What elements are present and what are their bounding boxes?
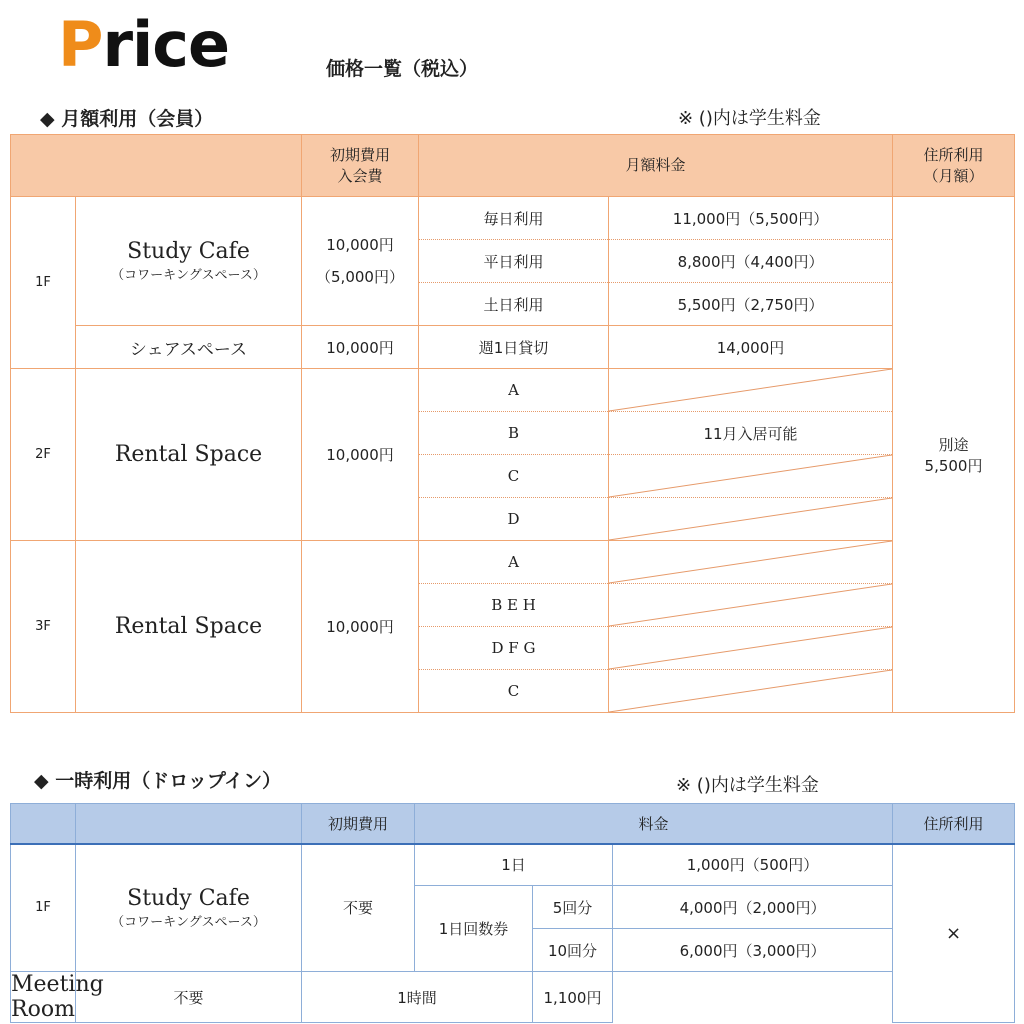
study-cafe-initial: 10,000円 （5,000円）: [302, 197, 419, 326]
share-space-plan: 週1日貸切: [419, 326, 609, 369]
floor-label-3f: 3F: [11, 541, 76, 713]
study-cafe-cell: [76, 844, 302, 972]
plan-label: 土日利用: [419, 283, 609, 326]
address-use-value: ×: [893, 844, 1015, 1023]
header-blank: [76, 804, 302, 844]
dropin-price-table: [10, 803, 1015, 1023]
diagonal-slash: [609, 670, 892, 712]
room-label: A: [419, 369, 609, 412]
header-blank: [11, 135, 302, 197]
table-row: [11, 197, 1015, 240]
rental-space-3f-name: Rental Space: [76, 541, 302, 713]
table-header-row: [11, 135, 1015, 197]
diagonal-slash: [609, 584, 892, 626]
share-space-name: シェアスペース: [76, 326, 302, 369]
diagonal-slash: [609, 627, 892, 669]
room-label: B: [419, 412, 609, 455]
day-pass-price: 1,000円（500円）: [613, 844, 893, 886]
dropin-student-note: ※ ()内は学生料金: [676, 775, 819, 796]
plan-label: 平日利用: [419, 240, 609, 283]
rental-space-3f-initial: 10,000円: [302, 541, 419, 713]
room-availability: 11月入居可能: [609, 412, 893, 455]
price-logo: Price: [58, 8, 230, 81]
header-address-use: 住所利用: [893, 804, 1015, 844]
monthly-section-title: ◆ 月額利用（会員）: [40, 108, 214, 130]
ticket-option-label: 5回分: [533, 886, 613, 929]
study-cafe-cell: [76, 197, 302, 326]
room-label: B E H: [419, 584, 609, 627]
page-subtitle: 価格一覧（税込）: [326, 58, 479, 80]
room-label: A: [419, 541, 609, 584]
plan-price: 5,500円（2,750円）: [609, 283, 893, 326]
header-monthly-fee: 月額料金: [419, 135, 893, 197]
table-row: [11, 972, 1015, 1023]
monthly-price-table: [10, 134, 1015, 713]
room-price-empty: [609, 455, 893, 498]
header-address-use: 住所利用 （月額）: [893, 135, 1015, 197]
header-blank: [11, 804, 76, 844]
floor-label-1f: 1F: [11, 197, 76, 369]
study-cafe-name: Study Cafe: [127, 239, 250, 264]
header-initial-fee: 初期費用: [302, 804, 415, 844]
room-price-empty: [609, 627, 893, 670]
ticket-option-label: 10回分: [533, 929, 613, 972]
plan-price: 8,800円（4,400円）: [609, 240, 893, 283]
rental-space-2f-name: Rental Space: [76, 369, 302, 541]
room-price-empty: [609, 584, 893, 627]
room-label: C: [419, 670, 609, 713]
header-fee: 料金: [415, 804, 893, 844]
table-row: [11, 541, 1015, 584]
floor-label-1f: 1F: [11, 844, 76, 972]
ticket-label: 1日回数券: [415, 886, 533, 972]
room-price-empty: [609, 541, 893, 584]
table-row: [11, 326, 1015, 369]
room-price-empty: [609, 369, 893, 412]
diagonal-slash: [609, 541, 892, 583]
study-cafe-sub: （コワーキングスペース）: [111, 268, 266, 283]
room-label: D: [419, 498, 609, 541]
monthly-student-note: ※ ()内は学生料金: [678, 108, 821, 129]
study-cafe-name: Study Cafe: [127, 885, 250, 911]
meeting-room-name: Meeting Room: [11, 972, 104, 1022]
plan-label: 毎日利用: [419, 197, 609, 240]
share-space-price: 14,000円: [609, 326, 893, 369]
table-row: [11, 369, 1015, 412]
room-label: D F G: [419, 627, 609, 670]
diagonal-slash: [609, 498, 892, 540]
share-space-initial: 10,000円: [302, 326, 419, 369]
dropin-section-title: ◆ 一時利用（ドロップイン）: [34, 770, 282, 792]
study-cafe-initial: 不要: [302, 844, 415, 972]
room-label: C: [419, 455, 609, 498]
study-cafe-sub: （コワーキングスペース）: [111, 914, 266, 930]
meeting-room-price: 1,100円: [533, 972, 613, 1023]
room-price-empty: [609, 670, 893, 713]
meeting-room-plan: 1時間: [302, 972, 533, 1023]
diagonal-slash: [609, 455, 892, 497]
table-header-row: [11, 804, 1015, 844]
plan-price: 11,000円（5,500円）: [609, 197, 893, 240]
room-price-empty: [609, 498, 893, 541]
day-pass-label: 1日: [415, 844, 613, 886]
diagonal-slash: [609, 369, 892, 411]
address-fee-cell: 別途 5,500円: [893, 197, 1015, 713]
ticket-option-price: 4,000円（2,000円）: [613, 886, 893, 929]
meeting-room-initial: 不要: [76, 972, 302, 1023]
rental-space-2f-initial: 10,000円: [302, 369, 419, 541]
floor-label-2f: 2F: [11, 369, 76, 541]
ticket-option-price: 6,000円（3,000円）: [613, 929, 893, 972]
table-row: [11, 844, 1015, 886]
header-initial-fee: 初期費用 入会費: [302, 135, 419, 197]
